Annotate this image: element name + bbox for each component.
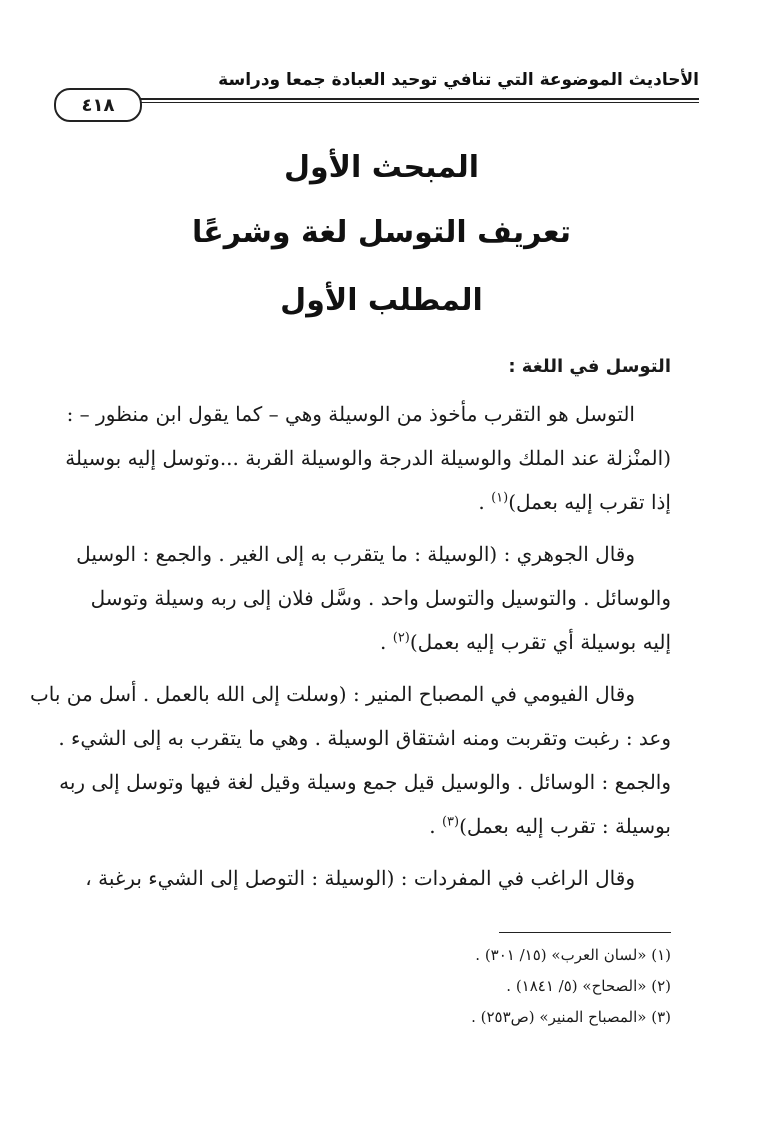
text-line: وقال الفيومي في المصباح المنير : (وسلت إلى الله بالعمل . أسل من باب [29, 682, 635, 706]
period: . [478, 490, 492, 514]
paragraph-ibn-manzur [65, 392, 671, 524]
text-run: بوسيلة : تقرب إليه بعمل) [459, 814, 671, 838]
period: . [429, 814, 442, 838]
paragraph-raghib [71, 856, 671, 900]
period: . [380, 630, 393, 654]
text-line: التوسل هو التقرب مأخوذ من الوسيلة وهي – كما يقول ابن منظور – : [66, 402, 635, 426]
text-line: وقال الجوهري : (الوسيلة : ما يتقرب به إلى الغير . والجمع : الوسيل [76, 542, 635, 566]
page-number: ٤١٨ [54, 88, 142, 122]
footnote-ref: (٣) [441, 814, 460, 830]
text-line [71, 620, 671, 664]
footnotes [471, 940, 671, 1033]
text-line: وعد : رغبت وتقربت ومنه اشتقاق الوسيلة . وهي ما يتقرب به إلى الشيء . [58, 726, 671, 750]
text-line: والوسائل . والتوسيل والتوسل واحد . وسَّل فلان إلى ربه وسيلة وتوسل [90, 586, 671, 610]
footnote-ref: (٢) [392, 630, 410, 646]
footnote-ref: (١) [491, 490, 509, 506]
chapter-title-heading: تعريف التوسل لغة وشرعًا [191, 215, 572, 250]
section-label: التوسل في اللغة : [508, 356, 671, 377]
text-run: إليه بوسيلة أي تقرب إليه بعمل) [409, 630, 671, 654]
running-header [64, 64, 699, 114]
text-run: إذا تقرب إليه بعمل) [508, 490, 671, 514]
running-header-title: الأحاديث الموضوعة التي تنافي توحيد العبادة جمعا ودراسة [218, 70, 699, 90]
header-rule [64, 98, 699, 100]
text-line [71, 804, 671, 848]
text-line [71, 480, 671, 524]
footnote: (١) «لسان العرب» (١٥/ ٣٠١) . [475, 946, 671, 964]
chapter-heading: المبحث الأول [283, 150, 480, 185]
text-line: والجمع : الوسائل . والوسيل قيل جمع وسيلة وقيل لغة فيها وتوسل إلى ربه [59, 770, 671, 794]
header-rule-thin [64, 102, 699, 103]
text-line: وقال الراغب في المفردات : (الوسيلة : التوصل إلى الشيء برغبة ، [85, 866, 635, 890]
footnote: (٢) «الصحاح» (٥/ ١٨٤١) . [506, 977, 671, 995]
footnote: (٣) «المصباح المنير» (ص٢٥٣) . [471, 1008, 671, 1026]
text-line: (المنْزلة عند الملك والوسيلة الدرجة والوسيلة القربة ...وتوسل إليه بوسيلة [65, 446, 671, 470]
footnote-rule [499, 932, 671, 933]
paragraph-jawhari [71, 532, 671, 664]
paragraph-fayyumi [29, 672, 671, 848]
section-heading: المطلب الأول [280, 283, 483, 318]
